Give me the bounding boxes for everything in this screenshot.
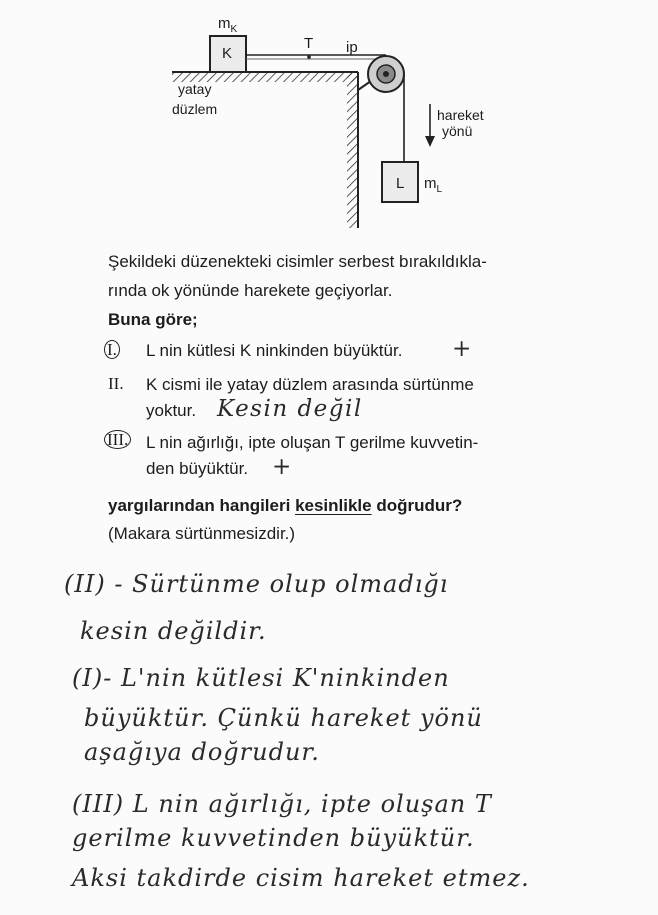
direction-label-line2: yönü — [442, 123, 473, 139]
answer-line-4: büyüktür. Çünkü hareket yönü — [84, 704, 483, 732]
statement-3-text-line1: L nin ağırlığı, ipte oluşan T gerilme kuvvetin- — [146, 433, 479, 452]
answer-line-2: kesin değildir. — [80, 617, 267, 645]
answer-line-5: aşağıya doğrudur. — [84, 738, 320, 766]
question-stem-line1: Şekildeki düzenekteki cisimler serbest bırakıldıkla- — [108, 252, 487, 271]
answer-line-7: gerilme kuvvetinden büyüktür. — [72, 824, 475, 852]
statement-2-text-line1: K cismi ile yatay düzlem arasında sürtünme — [146, 375, 474, 394]
answer-line-6: (III) L nin ağırlığı, ipte oluşan T — [72, 790, 492, 818]
question-closing: yargılarından hangileri kesinlikle doğrudur? — [108, 496, 463, 515]
mass-k-label: $m_K$ — [218, 15, 238, 35]
statement-2-text-line2: yoktur. — [146, 401, 197, 420]
mass-l-label: $m_L$ — [424, 175, 443, 195]
tension-point — [307, 55, 311, 59]
statement-3-text-line2: den büyüktür. — [146, 459, 249, 478]
statement-1-mark: + — [452, 336, 473, 362]
statement-2-mark: Kesin değil — [217, 396, 363, 422]
answer-line-8: Aksi takdirde cisim hareket etmez. — [72, 864, 530, 892]
statement-3-mark: + — [272, 454, 293, 480]
rope-label: ip — [346, 39, 358, 56]
surface-label-line1: yatay — [178, 81, 212, 97]
statement-2-numeral: II. — [108, 374, 124, 393]
tension-label: T — [304, 35, 314, 52]
answer-line-1: (II) - Sürtünme olup olmadığı — [64, 570, 449, 598]
question-note: (Makara sürtünmesizdir.) — [108, 524, 296, 543]
pulley-diagram — [0, 0, 658, 240]
surface-label-line2: düzlem — [172, 101, 218, 117]
statement-1-text: L nin kütlesi K ninkinden büyüktür. — [146, 341, 403, 360]
block-l-label: L — [396, 175, 405, 192]
statement-3-numeral: III. — [104, 430, 131, 449]
block-k-label: K — [222, 45, 233, 62]
wall-hatch — [347, 72, 358, 228]
question-stem-line2: rında ok yönünde harekete geçiyorlar. — [108, 281, 393, 300]
question-prompt: Buna göre; — [108, 310, 198, 329]
direction-label-line1: hareket — [437, 107, 484, 123]
statement-1-numeral: I. — [104, 340, 120, 359]
answer-line-3: (I)- L'nin kütlesi K'ninkinden — [72, 664, 450, 692]
